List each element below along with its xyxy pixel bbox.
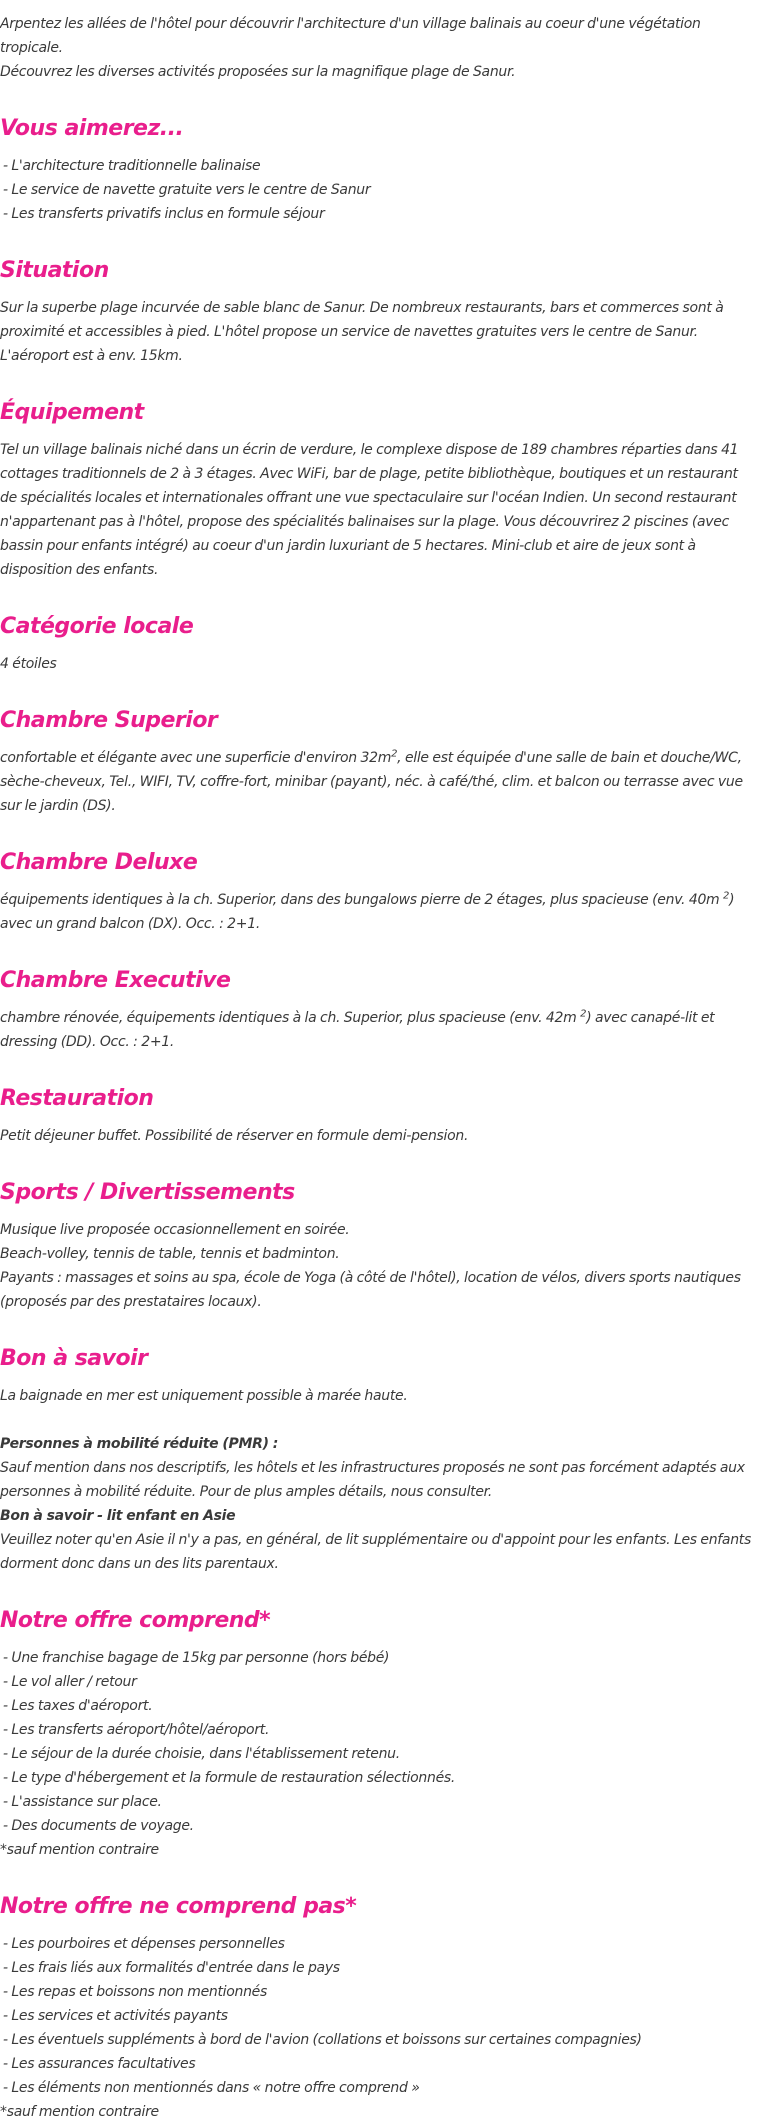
- asie-label: Bon à savoir - lit enfant en Asie: [0, 1508, 236, 1524]
- list-item: - Une franchise bagage de 15kg par personne (hors bébé): [3, 1650, 390, 1666]
- bon-a-savoir-section: [0, 1314, 758, 1576]
- offre-comprend-note: *sauf mention contraire: [0, 1842, 159, 1858]
- offre-ne-comprend-pas-list: [0, 1932, 758, 2100]
- list-item: - Les pourboires et dépenses personnelles: [3, 1936, 285, 1952]
- equipement-section: [0, 368, 758, 582]
- offre-comprend-list: [0, 1646, 758, 1838]
- list-item: - L'assistance sur place.: [3, 1794, 162, 1810]
- restauration-section: [0, 1054, 758, 1148]
- list-item: - Le séjour de la durée choisie, dans l'établissement retenu.: [3, 1746, 400, 1762]
- list-item: - Les transferts privatifs inclus en formule séjour: [3, 206, 325, 222]
- chambre-executive-section: [0, 936, 758, 1054]
- equipement-text: Tel un village balinais niché dans un écrin de verdure, le complexe dispose de 189 chambres réparties dans 41 cottages traditionnels de 2 à 3 étages. Avec WiFi, bar de plage, petite bibliothèque, boutiques et un restaurant de spécialités locales et internationales offrant une vue spectaculaire sur l'océan Indien. Un second restaurant n'appartenant pas à l'hôtel, propose des spécialités balinaises sur la plage. Vous découvrirez 2 piscines (avec bassin pour enfants intégré) au coeur d'un jardin luxuriant de 5 hectares. Mini-club et aire de jeux sont à disposition des enfants.: [0, 442, 739, 578]
- chambre-executive-heading: Chambre Executive: [0, 968, 231, 993]
- list-item: - Les éléments non mentionnés dans « notre offre comprend »: [3, 2080, 420, 2096]
- pmr-text: Personnes à mobilité réduite (PMR) : Sauf mention dans nos descriptifs, les hôtels et les infrastructures proposés ne sont pas forcément adaptés aux personnes à mobilité réduite. Pour de plus amples détails, nous consulter. Bon à savoir - lit enfant en Asie Veuillez noter qu'en Asie il n'y a pas, en général, de lit supplémentaire ou d'appoint pour les enfants. Les enfants dorment donc dans un des lits parentaux.: [0, 1436, 751, 1572]
- chambre-executive-text: chambre rénovée, équipements identiques à la ch. Superior, plus spacieuse (env. 42m $^2$) avec canapé-lit et dressing (DD). Occ. : 2+1.: [0, 1008, 715, 1050]
- chambre-deluxe-heading: Chambre Deluxe: [0, 850, 198, 875]
- list-item: - Le vol aller / retour: [3, 1674, 137, 1690]
- sports-text: Musique live proposée occasionnellement en soirée. Beach-volley, tennis de table, tennis et badminton. Payants : massages et soins au spa, école de Yoga (à côté de l'hôtel), location de vélos, divers sports nautiques (proposés par des prestataires locaux).: [0, 1222, 741, 1310]
- sports-section: [0, 1148, 758, 1314]
- list-item: - Les assurances facultatives: [3, 2056, 196, 2072]
- situation-text: Sur la superbe plage incurvée de sable blanc de Sanur. De nombreux restaurants, bars et commerces sont à proximité et accessibles à pied. L'hôtel propose un service de navettes gratuites vers le centre de Sanur. L'aéroport est à env. 15km.: [0, 300, 724, 364]
- categorie-heading: Catégorie locale: [0, 614, 194, 639]
- baignade-text: La baignade en mer est uniquement possible à marée haute.: [0, 1388, 408, 1404]
- list-item: - Des documents de voyage.: [3, 1818, 194, 1834]
- list-item: - Les transferts aéroport/hôtel/aéroport.: [3, 1722, 270, 1738]
- intro-section: [0, 0, 758, 84]
- restauration-heading: Restauration: [0, 1086, 154, 1111]
- chambre-superior-text: confortable et élégante avec une superficie d'environ $32m^2$, elle est équipée d'une salle de bain et douche/WC, sèche-cheveux, Tel., WIFI, TV, coffre-fort, minibar (payant), néc. à café/thé, clim. et balcon ou terrasse avec vue sur le jardin (DS).: [0, 748, 743, 814]
- offre-ne-comprend-pas-heading: Notre offre ne comprend pas*: [0, 1894, 357, 1919]
- list-item: - Les frais liés aux formalités d'entrée dans le pays: [3, 1960, 340, 1976]
- intro-text: Arpentez les allées de l'hôtel pour découvrir l'architecture d'un village balinais au coeur d'une végétation tropicale. Découvrez les diverses activités proposées sur la magnifique plage de Sanur.: [0, 16, 701, 80]
- restauration-text: Petit déjeuner buffet. Possibilité de réserver en formule demi-pension.: [0, 1128, 469, 1144]
- situation-section: [0, 226, 758, 368]
- offre-comprend-section: [0, 1576, 758, 1862]
- list-item: - Le type d'hébergement et la formule de restauration sélectionnés.: [3, 1770, 456, 1786]
- vous-aimerez-heading: Vous aimerez...: [0, 116, 184, 141]
- offre-ne-comprend-pas-section: [0, 1862, 758, 2124]
- equipement-heading: Équipement: [0, 400, 144, 425]
- list-item: - L'architecture traditionnelle balinaise: [3, 158, 261, 174]
- chambre-deluxe-section: [0, 818, 758, 936]
- spacer: [0, 1408, 758, 1432]
- vous-aimerez-section: [0, 84, 758, 226]
- list-item: - Les repas et boissons non mentionnés: [3, 1984, 267, 2000]
- categorie-text: 4 étoiles: [0, 656, 57, 672]
- situation-heading: Situation: [0, 258, 109, 283]
- chambre-superior-section: [0, 676, 758, 818]
- list-item: - Les éventuels suppléments à bord de l'avion (collations et boissons sur certaines compagnies): [3, 2032, 642, 2048]
- list-item: - Les services et activités payants: [3, 2008, 228, 2024]
- offre-ne-comprend-pas-note: *sauf mention contraire: [0, 2104, 159, 2120]
- chambre-superior-heading: Chambre Superior: [0, 708, 218, 733]
- pmr-label: Personnes à mobilité réduite (PMR) :: [0, 1436, 279, 1452]
- bon-a-savoir-heading: Bon à savoir: [0, 1346, 148, 1371]
- list-item: - Les taxes d'aéroport.: [3, 1698, 153, 1714]
- chambre-deluxe-text: équipements identiques à la ch. Superior, dans des bungalows pierre de 2 étages, plus spacieuse (env. 40m $^2$) avec un grand balcon (DX). Occ. : 2+1.: [0, 890, 735, 932]
- sports-heading: Sports / Divertissements: [0, 1180, 295, 1205]
- offre-comprend-heading: Notre offre comprend*: [0, 1608, 271, 1633]
- categorie-section: [0, 582, 758, 676]
- list-item: - Le service de navette gratuite vers le centre de Sanur: [3, 182, 371, 198]
- vous-aimerez-list: [0, 154, 758, 226]
